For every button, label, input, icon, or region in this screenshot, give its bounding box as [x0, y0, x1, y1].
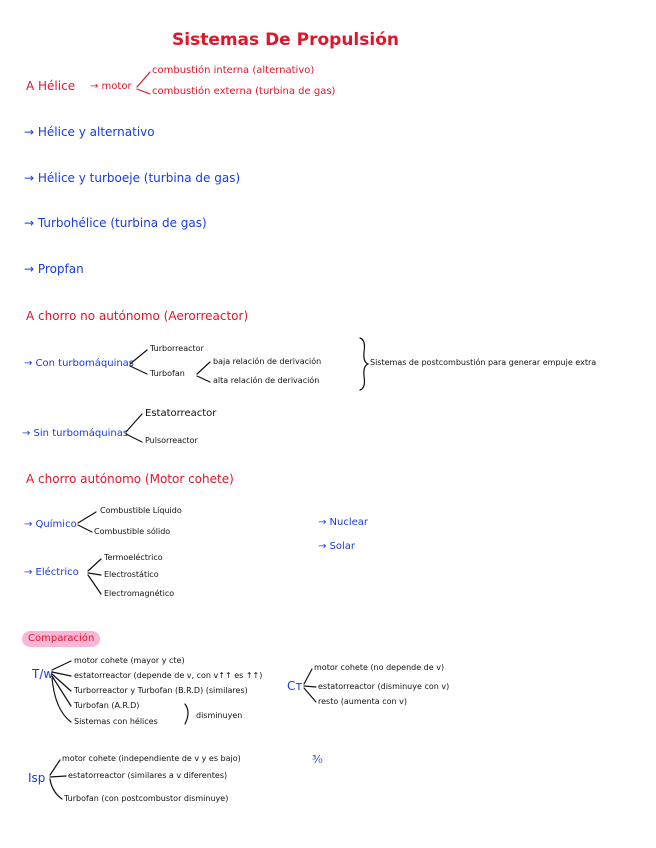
turborreactor-label: Turborreactor [150, 344, 204, 353]
combustion-interna: combustión interna (alternativo) [152, 65, 315, 76]
ct-label: Cᴛ [287, 679, 303, 693]
section-heading-no-autonomo: A chorro no autónomo (Aerorreactor) [26, 309, 249, 323]
page-title: Sistemas De Propulsión [172, 30, 399, 50]
con-turbomaquinas: → Con turbomáquinas [24, 358, 135, 369]
tw-label: T/w [32, 667, 54, 681]
tw-item: Turborreactor y Turbofan (B.R.D) (similares) [74, 686, 248, 695]
comparacion-heading: Comparación [22, 631, 100, 647]
ratio-note: ³⁄₀ [312, 753, 323, 766]
disminuyen-label: disminuyen [196, 711, 243, 720]
electromagnetico: Electromagnético [104, 589, 175, 598]
ct-item: resto (aumenta con v) [318, 697, 407, 706]
pulsorreactor-label: Pulsorreactor [145, 436, 198, 445]
motor-label: → motor [90, 81, 132, 92]
sin-turbomaquinas: → Sin turbomáquinas [22, 428, 129, 439]
combustible-liquido: Combustible Líquido [100, 506, 182, 515]
termoelectrico: Termoeléctrico [104, 553, 163, 562]
ct-item: estatorreactor (disminuye con v) [318, 682, 450, 691]
estatorreactor-label: Estatorreactor [145, 408, 217, 419]
alta-relacion: alta relación de derivación [213, 376, 320, 385]
list-item: → Hélice y alternativo [24, 125, 155, 139]
tw-item: Sistemas con hélices [74, 717, 158, 726]
combustible-solido: Combustible sólido [94, 527, 171, 536]
postcombustion-note: Sistemas de postcombustión para generar empuje extra [370, 358, 597, 367]
tw-item: estatorreactor (depende de v, con v↑↑ es ↑↑) [74, 671, 263, 680]
electrostatico: Electrostático [104, 570, 159, 579]
isp-item: motor cohete (independiente de v y es bajo) [62, 754, 241, 763]
isp-item: Turbofan (con postcombustor disminuye) [64, 794, 229, 803]
tw-item: motor cohete (mayor y cte) [74, 656, 185, 665]
isp-label: Isp [28, 771, 46, 785]
list-item: → Propfan [24, 262, 84, 276]
electrico-label: → Eléctrico [24, 567, 79, 578]
list-item: → Turbohélice (turbina de gas) [24, 216, 207, 230]
ct-item: motor cohete (no depende de v) [314, 663, 445, 672]
section-heading-helice: A Hélice [26, 79, 76, 93]
tw-item: Turbofan (A.R.D) [74, 701, 140, 710]
turbofan-label: Turbofan [150, 369, 185, 378]
baja-relacion: baja relación de derivación [213, 357, 322, 366]
section-heading-autonomo: A chorro autónomo (Motor cohete) [26, 472, 234, 486]
nuclear-label: → Nuclear [318, 517, 369, 528]
quimico-label: → Químico [24, 519, 77, 530]
isp-item: estatorreactor (similares a v diferentes) [68, 771, 228, 780]
combustion-externa: combustión externa (turbina de gas) [152, 86, 336, 97]
solar-label: → Solar [318, 541, 356, 552]
list-item: → Hélice y turboeje (turbina de gas) [24, 171, 241, 185]
